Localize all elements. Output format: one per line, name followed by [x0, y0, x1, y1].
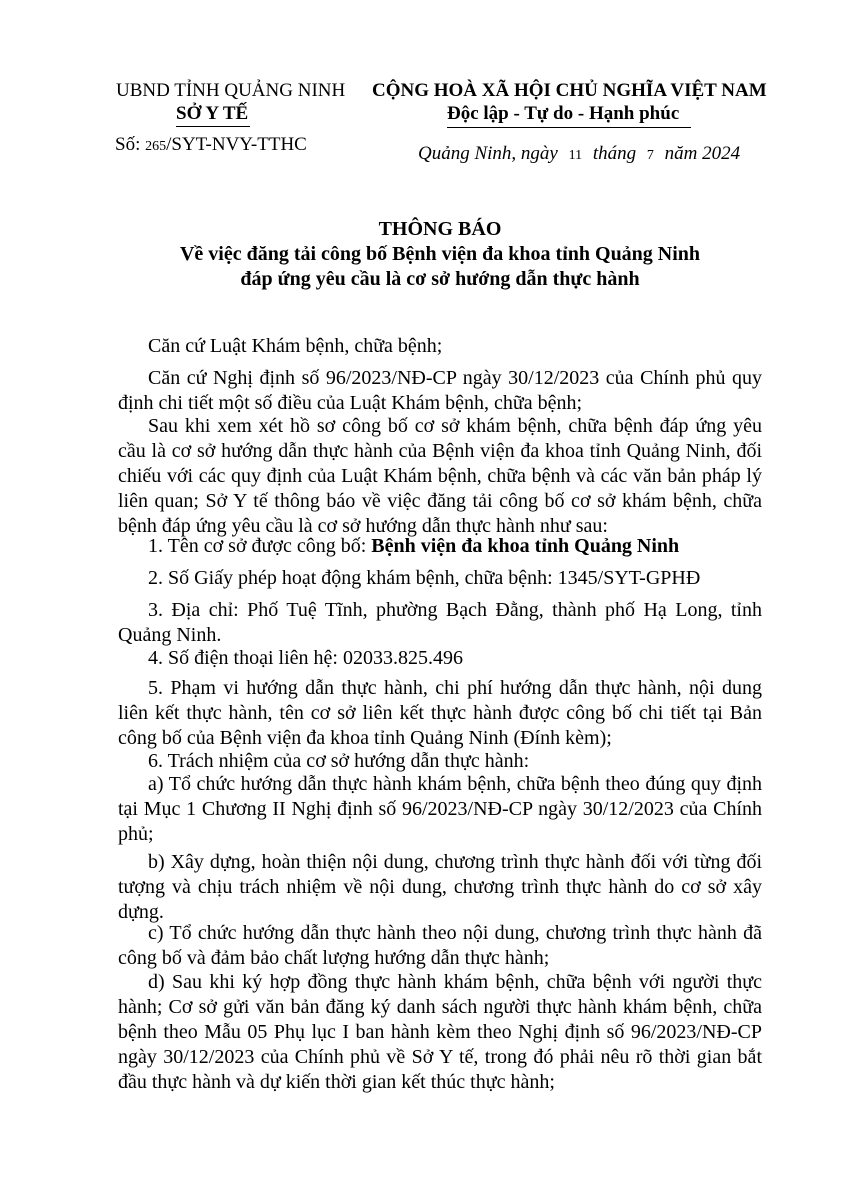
number-value: 265 — [145, 139, 167, 154]
basis-law: Căn cứ Luật Khám bệnh, chữa bệnh; — [148, 335, 443, 357]
item-6d: d) Sau khi ký hợp đồng thực hành khám bệnh, chữa bệnh với người thực hành; Cơ sở gửi văn bản đăng ký danh sách người thực hành khám bệnh, chữa bệnh theo Mẫu 05 Phụ lục I ban hành kèm theo Nghị định số 96/2023/NĐ-CP ngày 30/12/2023 của Chính phủ về Sở Y tế, trong đó phải nêu rõ thời gian bắt đầu thực hành và dự kiến thời gian kết thúc thực hành; — [118, 971, 762, 1093]
department-name: SỞ Y TẾ — [176, 103, 249, 124]
item-6c: c) Tổ chức hướng dẫn thực hành theo nội dung, chương trình thực hành đã công bố và đảm bảo chất lượng hướng dẫn thực hành; — [118, 922, 762, 969]
date-year: năm 2024 — [664, 143, 741, 164]
nation-title: CỘNG HOÀ XÃ HỘI CHỦ NGHĨA VIỆT NAM — [372, 80, 767, 101]
document-date — [418, 143, 740, 165]
intro-paragraph: Sau khi xem xét hồ sơ công bố cơ sở khám bệnh, chữa bệnh đáp ứng yêu cầu là cơ sở hướng dẫn thực hành của Bệnh viện đa khoa tỉnh Quảng Ninh, đối chiếu với các quy định của Luật Khám bệnh, chữa bệnh và các văn bản pháp lý liên quan; Sở Y tế thông báo về việc đăng tải công bố cơ sở khám bệnh, chữa bệnh đáp ứng yêu cầu là cơ sở hướng dẫn thực hành như sau: — [118, 415, 762, 537]
agency-name: UBND TỈNH QUẢNG NINH — [116, 80, 346, 101]
facility-name: Bệnh viện đa khoa tỉnh Quảng Ninh — [371, 535, 680, 557]
document-subject-line2: đáp ứng yêu cầu là cơ sở hướng dẫn thực hành — [240, 268, 640, 290]
document-title: THÔNG BÁO — [378, 218, 502, 240]
document-number — [115, 134, 307, 156]
item-6b: b) Xây dựng, hoàn thiện nội dung, chương trình thực hành đối với từng đối tượng và chịu trách nhiệm về nội dung, chương trình thực hành do cơ sở xây dựng. — [118, 851, 762, 923]
date-day: 11 — [568, 148, 583, 163]
item-3: 3. Địa chỉ: Phố Tuệ Tĩnh, phường Bạch Đằng, thành phố Hạ Long, tỉnh Quảng Ninh. — [118, 599, 762, 646]
number-prefix: Số: — [115, 134, 141, 155]
motto-underline — [447, 127, 691, 128]
date-month-label: tháng — [592, 143, 637, 164]
item-5: 5. Phạm vi hướng dẫn thực hành, chi phí hướng dẫn thực hành, nội dung liên kết thực hành, tên cơ sở liên kết thực hành được công bố chi tiết tại Bản công bố của Bệnh viện đa khoa tỉnh Quảng Ninh (Đính kèm); — [118, 677, 762, 749]
item-6: 6. Trách nhiệm của cơ sở hướng dẫn thực hành: — [148, 750, 530, 772]
date-month: 7 — [646, 148, 654, 163]
item-4: 4. Số điện thoại liên hệ: 02033.825.496 — [148, 647, 463, 669]
number-suffix: /SYT-NVY-TTHC — [166, 134, 307, 155]
document-subject-line1: Về việc đăng tải công bố Bệnh viện đa khoa tỉnh Quảng Ninh — [179, 243, 701, 265]
date-place: Quảng Ninh, ngày — [418, 143, 558, 164]
item-2: 2. Số Giấy phép hoạt động khám bệnh, chữa bệnh: 1345/SYT-GPHĐ — [148, 567, 701, 589]
nation-motto: Độc lập - Tự do - Hạnh phúc — [447, 103, 680, 124]
department-underline — [176, 126, 250, 127]
item-1-label: 1. Tên cơ sở được công bố: — [148, 535, 372, 557]
basis-decree: Căn cứ Nghị định số 96/2023/NĐ-CP ngày 30/12/2023 của Chính phủ quy định chi tiết một số điều của Luật Khám bệnh, chữa bệnh; — [118, 367, 762, 414]
item-1 — [118, 534, 762, 559]
item-6a: a) Tổ chức hướng dẫn thực hành khám bệnh, chữa bệnh theo đúng quy định tại Mục 1 Chương II Nghị định số 96/2023/NĐ-CP ngày 30/12/2023 của Chính phủ; — [118, 773, 762, 845]
